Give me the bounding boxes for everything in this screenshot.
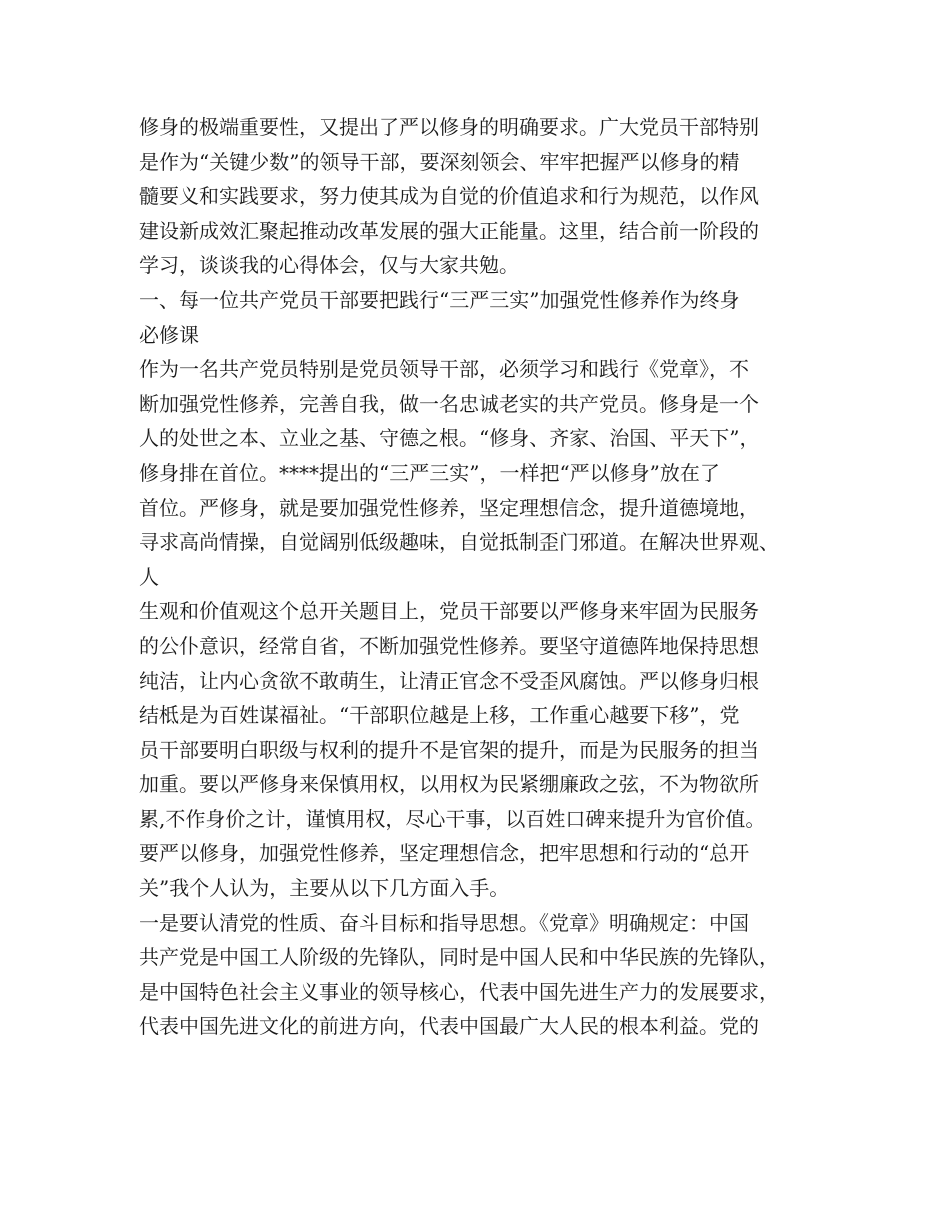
section-heading-line: 必修课 [139,322,199,347]
text-line: 的公仆意识，经常自省，不断加强党性修养。要坚守道德阵地保持思想 [139,633,759,658]
text-line: 髓要义和实践要求，努力使其成为自觉的价值追求和行为规范，以作风 [139,184,759,209]
text-line: 一是要认清党的性质、奋斗目标和指导思想。《党章》明确规定：中国 [139,910,749,935]
text-line: 加重。要以严修身来保慎用权，以用权为民紧绷廉政之弦，不为物欲所 [139,772,759,797]
text-line: 关”我个人认为，主要从以下几方面入手。 [139,876,510,901]
text-line: 寻求高尚情操，自觉阔别低级趣味，自觉抵制歪门邪道。在解决世界观、 [139,530,779,555]
text-line: 人 [139,564,159,589]
section-heading-line: 一、每一位共产党员干部要把践行“三严三实”加强党性修养作为终身 [139,287,740,312]
text-line: 修身的极端重要性，又提出了严以修身的明确要求。广大党员干部特别 [139,115,759,139]
text-line: 断加强党性修养，完善自我，做一名忠诚老实的共产党员。修身是一个 [139,391,759,416]
text-line: 作为一名共产党员特别是党员领导干部，必须学习和践行《党章》，不 [139,357,749,382]
text-line: 代表中国先进文化的前进方向，代表中国最广大人民的根本利益。党的 [139,1014,759,1039]
text-line: 累,不作身价之计，谨慎用权，尽心干事，以百姓口碑来提升为官价值。 [139,806,766,831]
body-text [139,110,839,1044]
text-line: 纯洁，让内心贪欲不敢萌生，让清正官念不受歪风腐蚀。严以修身归根 [139,668,759,693]
text-line: 是中国特色社会主义事业的领导核心，代表中国先进生产力的发展要求， [139,979,779,1004]
text-line: 要严以修身，加强党性修养，坚定理想信念，把牢思想和行动的“总开 [139,841,750,866]
text-line: 共产党是中国工人阶级的先锋队，同时是中国人民和中华民族的先锋队， [139,945,779,970]
text-line: 员干部要明白职级与权利的提升不是官架的提升，而是为民服务的担当 [139,737,759,762]
text-line: 生观和价值观这个总开关题目上，党员干部要以严修身来牢固为民服务 [139,599,759,624]
text-line: 人的处世之本、立业之基、守德之根。“修身、齐家、治国、平天下”， [139,426,760,451]
text-line: 学习，谈谈我的心得体会，仅与大家共勉。 [139,253,519,278]
text-line: 建设新成效汇聚起推动改革发展的强大正能量。这里，结合前一阶段的 [139,218,759,243]
text-line: 是作为“关键少数”的领导干部，要深刻领会、牢牢把握严以修身的精 [139,149,740,174]
text-line: 修身排在首位。****提出的“三严三实”，一样把“严以修身”放在了 [139,460,720,485]
text-line: 首位。严修身，就是要加强党性修养，坚定理想信念，提升道德境地， [139,495,759,520]
text-line: 结柢是为百姓谋福祉。“干部职位越是上移，工作重心越要下移”，党 [139,703,740,728]
